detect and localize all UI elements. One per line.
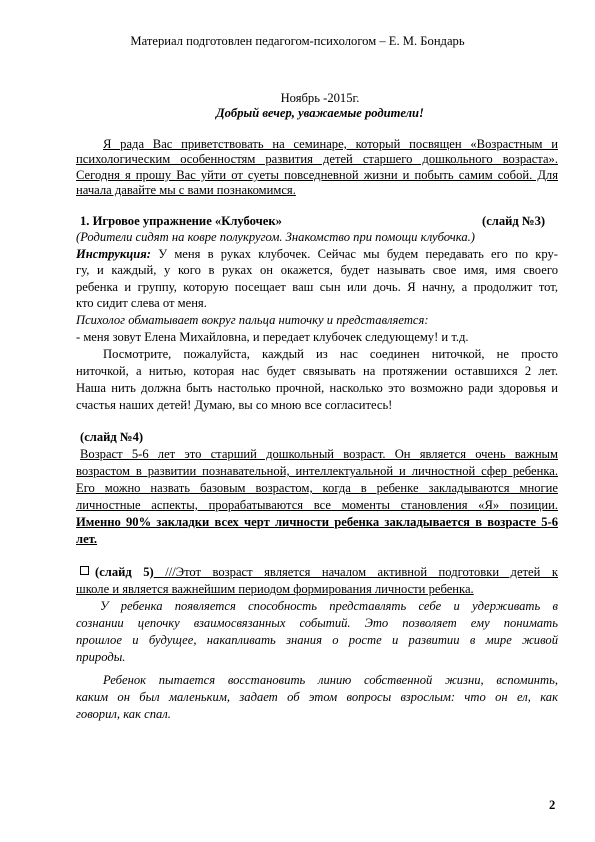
bullet-square-icon — [80, 566, 89, 575]
section2-line-3: Его можно назвать базовым возрастом, когда в ребенке закладываются многие — [76, 481, 558, 495]
instruction-line-3: ребенка и группу, которую посещает ваш сын или дочь. Я начну, а продолжит тот, — [76, 280, 558, 294]
section3-p1-line-2: сознании цепочку взаимосвязанных событий. Это позволяет ему понимать — [76, 616, 558, 630]
section3-p2-line-2: каким он был маленьким, задает об этом вопросы взрослым: что он ел, как — [76, 690, 558, 704]
instruction-line-4: кто сидит слева от меня. — [76, 296, 207, 310]
section3-p1-line-3: прошлое и будущее, накапливать знания о росте и развитии в мире живой — [76, 633, 558, 647]
intro-line-1: Я рада Вас приветствовать на семинаре, который посвящен «Возрастным и — [103, 137, 558, 151]
intro-line-4: начала давайте мы с вами познакомимся. — [76, 183, 296, 197]
instruction-label: Инструкция: — [76, 247, 151, 261]
section2-line-4: личностные аспекты, прорабатываются все моменты становления «Я» позиции. — [76, 498, 558, 512]
section1-para-2: ниточкой, а нитью, которая нас будет связывать на протяжении оставшихся 2 лет. — [76, 364, 558, 378]
section3-p1-line-4: природы. — [76, 650, 126, 664]
greeting: Добрый вечер, уважаемые родители! — [216, 106, 424, 120]
intro-line-2: психологическим особенностям развития детей старшего дошкольного возраста». — [76, 152, 558, 166]
section1-para-1: Посмотрите, пожалуйста, каждый из нас соединен ниточкой, не просто — [103, 347, 558, 361]
instruction-line-1: Инструкция: У меня в руках клубочек. Сейчас мы будем передавать его по кру- — [76, 247, 558, 261]
section2-line-6: лет. — [76, 532, 98, 546]
instruction-line-2: гу, и каждый, у кого в руках он окажется, будет называть свое имя, имя своего — [76, 263, 558, 277]
intro-line-3: Сегодня я прошу Вас уйти от суеты повседневной жизни и побыть самим собой. Для — [76, 168, 558, 182]
section3-p2-line-3: говорил, как спал. — [76, 707, 171, 721]
section1-slide: (слайд №3) — [482, 214, 546, 228]
section3-p1-line-1: У ребенка появляется способность представлять себе и удерживать в — [100, 599, 558, 613]
introduction-line: - меня зовут Елена Михайловна, и передает клубочек следующему! и т.д. — [76, 330, 469, 344]
section3-lead-2: школе и является важнейшим периодом формирования личности ребенка. — [76, 582, 474, 596]
page-number: 2 — [549, 798, 556, 812]
section1-para-3: Наша нить должна быть настолько прочной, насколько это возможно ради здоровья и — [76, 381, 558, 395]
section2-line-2: возрастом в развитии познавательной, интеллектуальной и личностной сфер ребенка. — [76, 464, 558, 478]
section3-lead-1: (слайд 5) ///Этот возраст является началом активной подготовки детей к — [80, 565, 558, 579]
section1-para-4: счастья наших детей! Думаю, вы со мною все согласитесь! — [76, 398, 393, 412]
section1-title: 1. Игровое упражнение «Клубочек» — [80, 214, 282, 228]
date-line: Ноябрь -2015г. — [280, 91, 360, 105]
page-header: Материал подготовлен педагогом-психологом – Е. М. Бондарь — [130, 34, 465, 48]
section3-p2-line-1: Ребенок пытается восстановить линию собственной жизни, вспоминть, — [103, 673, 558, 687]
section2-slide: (слайд №4) — [80, 430, 144, 444]
section2-line-1: Возраст 5-6 лет это старший дошкольный возраст. Он является очень важным — [80, 447, 558, 461]
psychologist-note: Психолог обматывает вокруг пальца ниточку и представляется: — [76, 313, 429, 327]
section3-slide: (слайд 5) — [95, 565, 154, 579]
section1-note: (Родители сидят на ковре полукругом. Знакомство при помощи клубочка.) — [76, 230, 476, 244]
section2-line-5: Именно 90% закладки всех черт личности ребенка закладывается в возрасте 5-6 — [76, 515, 558, 529]
